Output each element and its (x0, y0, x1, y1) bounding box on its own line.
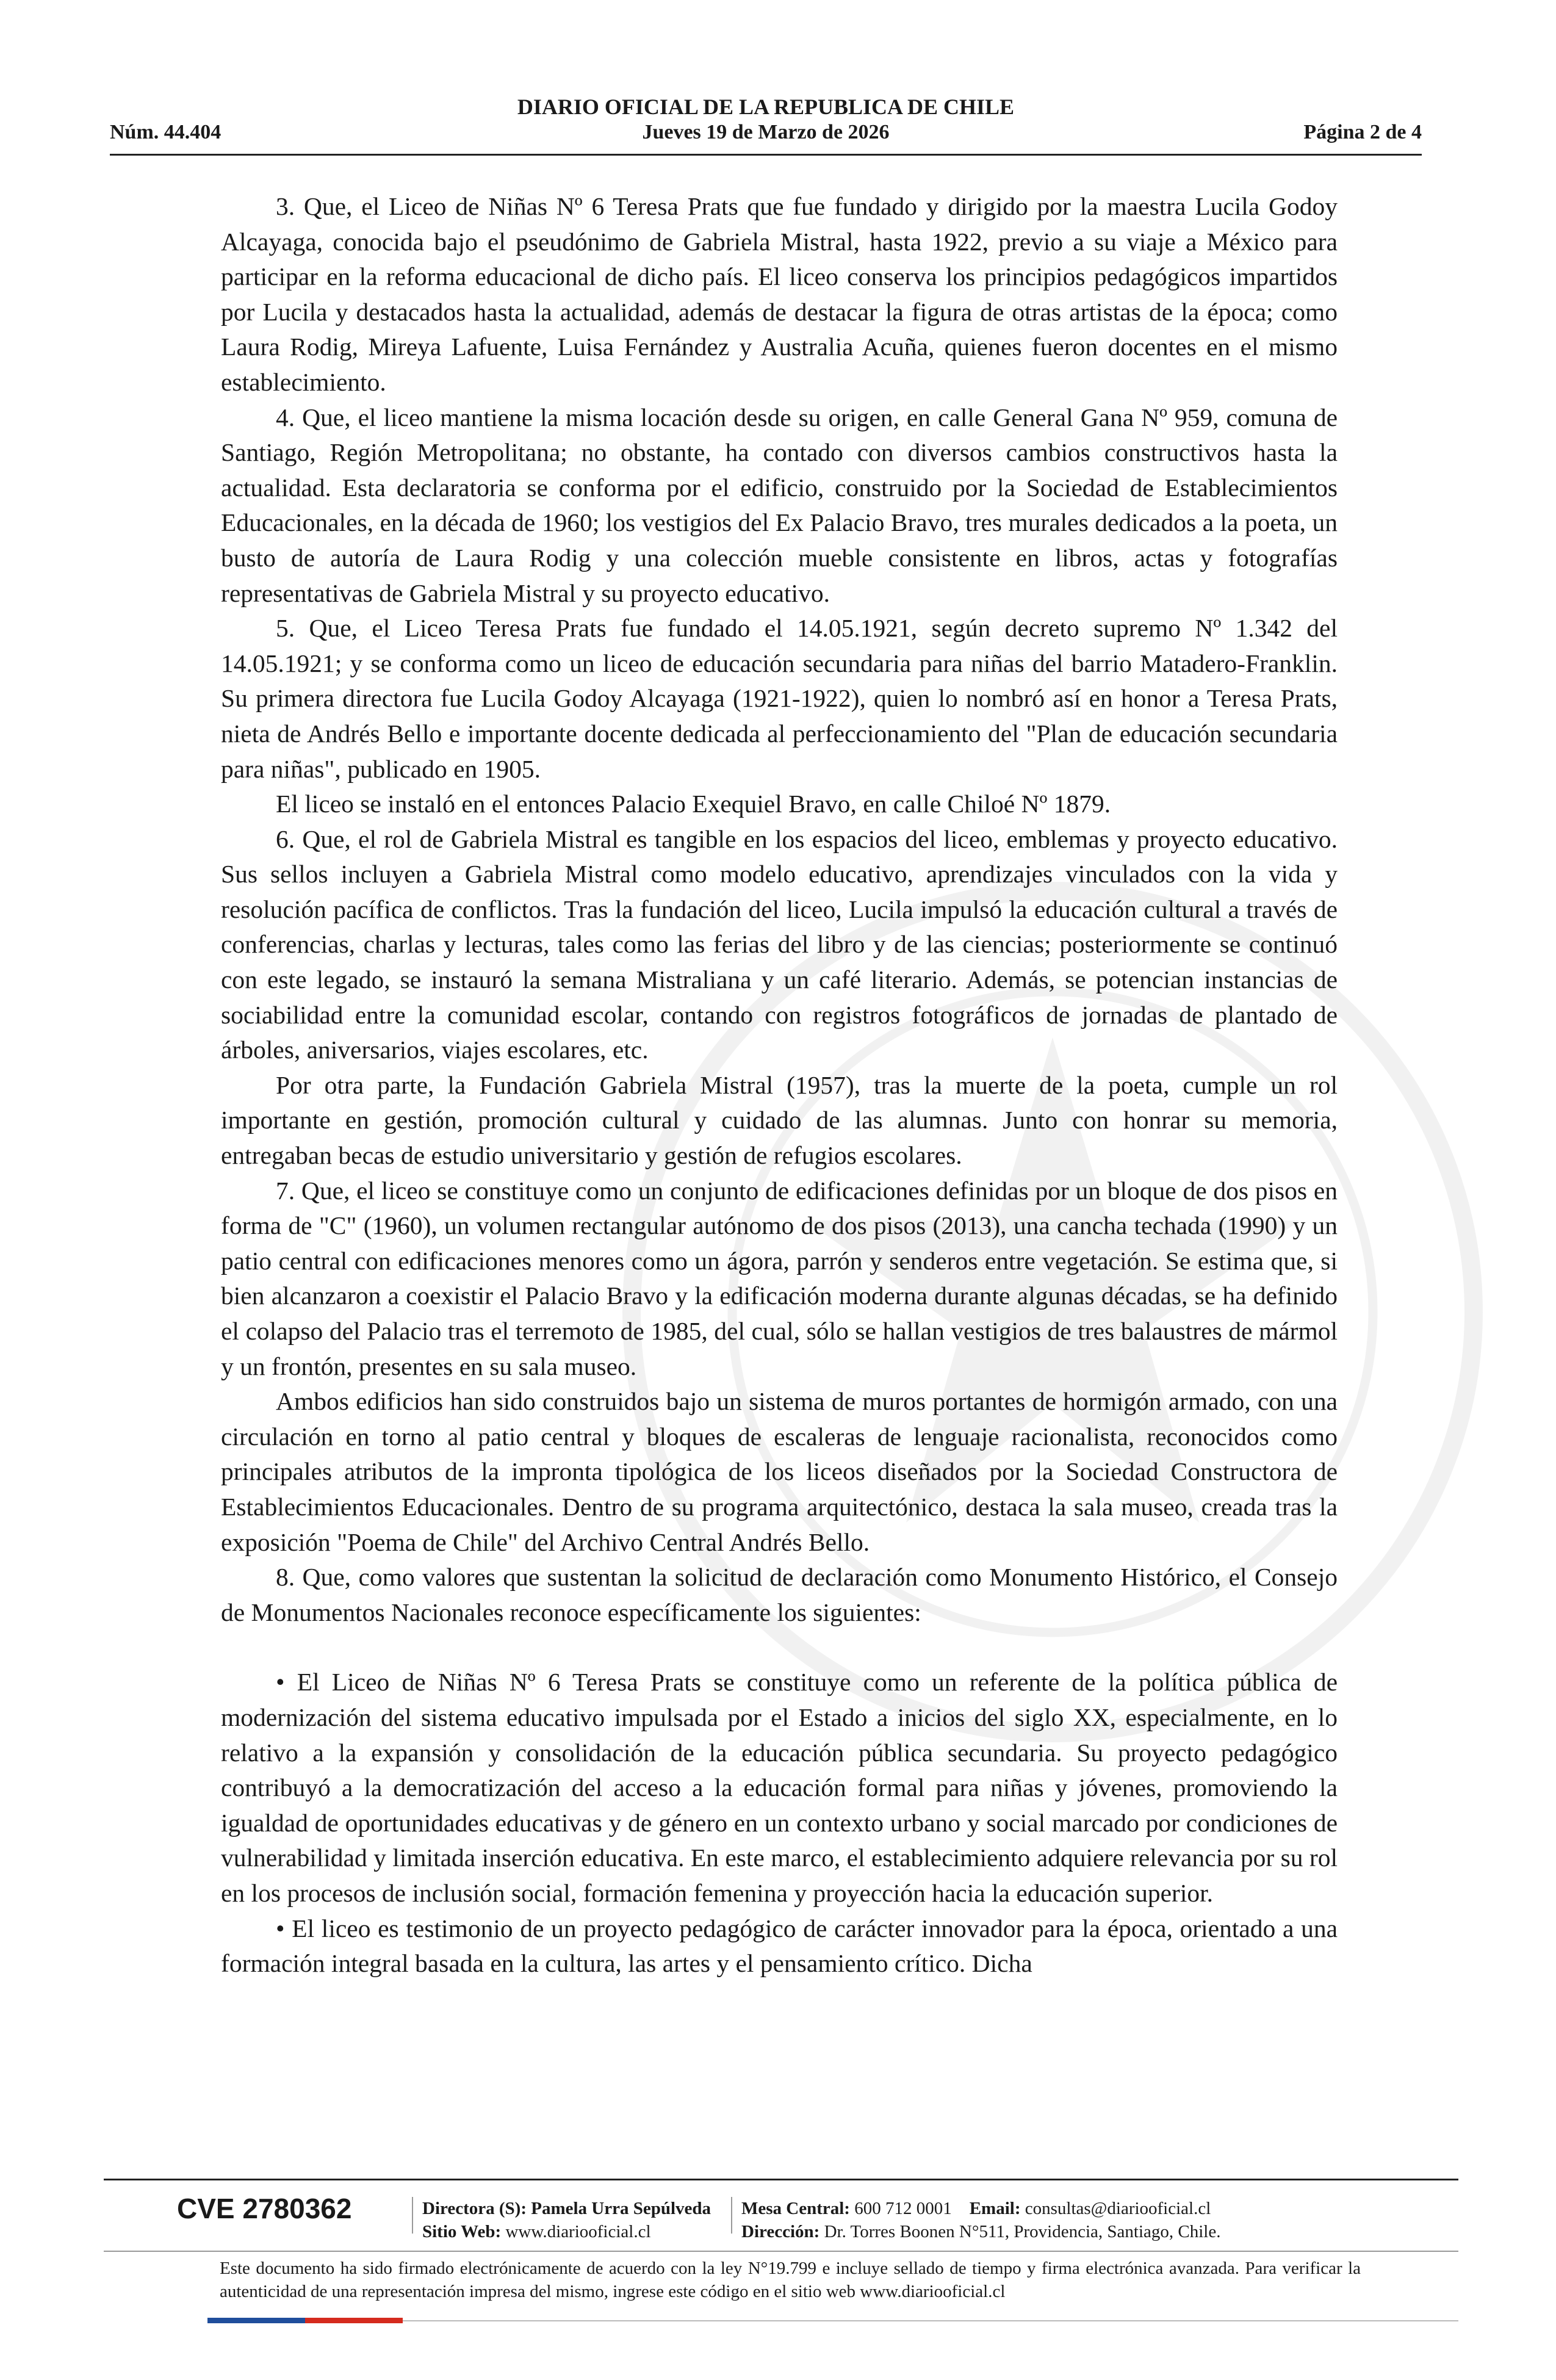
paragraph-3: 3. Que, el Liceo de Niñas Nº 6 Teresa Prats que fue fundado y dirigido por la maestra Lucila Godoy Alcayaga, conocida bajo el pseudónimo de Gabriela Mistral, hasta 1922, previo a su viaje a México para participar en la reforma educacional de dicho país. El liceo conserva los principios pedagógicos impartidos por Lucila y destacados hasta la actualidad, además de destacar la figura de otras artistas de la época; como Laura Rodig, Mireya Lafuente, Luisa Fernández y Australia Acuña, quienes fueron docentes en el mismo establecimiento. (221, 192, 1338, 396)
bullet-item-2: • El liceo es testimonio de un proyecto pedagógico de carácter innovador para la época, orientado a una formación integral basada en la cultura, las artes y el pensamiento crítico. Dicha (221, 1914, 1338, 1978)
page-footer (104, 2179, 1458, 2331)
flag-bar-red (305, 2318, 403, 2323)
legal-notice: Este documento ha sido firmado electrónicamente de acuerdo con la ley N°19.799 e incluye sellado de tiempo y firma electrónica avanzada. Para verificar la autenticidad de una representación impresa del mismo, ingrese este código en el sitio web www.diariooficial.cl (220, 2259, 1361, 2301)
footer-separator (731, 2197, 732, 2234)
flag-color-bar (207, 2318, 403, 2323)
site-label: Sitio Web: (422, 2222, 502, 2241)
footer-inner-divider (104, 2251, 1458, 2252)
paragraph-7: 7. Que, el liceo se constituye como un conjunto de edificaciones definidas por un bloque de dos pisos en forma de "C" (1960), un volumen rectangular autónomo de dos pisos (2013), una cancha techada (1990) y un patio central con edificaciones menores como un ágora, parrón y senderos entre vegetación. Se estima que, si bien alcanzaron a coexistir el Palacio Bravo y la edificación moderna durante algunas décadas, se ha definido el colapso del Palacio tras el terremoto de 1985, del cual, sólo se hallan vestigios de tres balaustres de mármol y un frontón, presentes en su sala museo. (221, 1176, 1338, 1380)
address-value: Dr. Torres Boonen N°511, Providencia, Santiago, Chile. (824, 2222, 1221, 2241)
paragraph-6-cont: Por otra parte, la Fundación Gabriela Mistral (1957), tras la muerte de la poeta, cumple un rol importante en gestión, promoción cultural y cuidado de las alumnas. Junto con honrar su memoria, entregaban becas de estudio universitario y gestión de refugios escolares. (221, 1070, 1338, 1170)
document-body (221, 189, 1338, 1982)
email-link[interactable]: consultas@diariooficial.cl (1025, 2199, 1211, 2218)
paragraph-4: 4. Que, el liceo mantiene la misma locación desde su origen, en calle General Gana Nº 959, comuna de Santiago, Región Metropolitana; no obstante, ha contado con diversos cambios constructivos hasta la actualidad. Esta declaratoria se conforma por el edificio, construido por la Sociedad de Establecimientos Educacionales, en la década de 1960; los vestigios del Ex Palacio Bravo, tres murales dedicados a la poeta, un busto de autoría de Laura Rodig y una colección mueble consistente en libros, actas y fotografías representativas de Gabriela Mistral y su proyecto educativo. (221, 403, 1338, 607)
paragraph-5-cont: El liceo se instaló en el entonces Palacio Exequiel Bravo, en calle Chiloé Nº 1879. (276, 790, 1111, 818)
gazette-title: DIARIO OFICIAL DE LA REPUBLICA DE CHILE (517, 95, 1015, 119)
cve-code: CVE 2780362 (177, 2193, 352, 2224)
flag-bar-blue (207, 2318, 305, 2323)
director-name: Pamela Urra Sepúlveda (531, 2199, 711, 2218)
address-label: Dirección: (741, 2222, 820, 2241)
page-indicator: Página 2 de 4 (1303, 121, 1422, 143)
header-divider (110, 154, 1422, 156)
issue-date: Jueves 19 de Marzo de 2026 (642, 121, 890, 143)
bullet-item-1: • El Liceo de Niñas Nº 6 Teresa Prats se constituye como un referente de la política pública de modernización del sistema educativo impulsada por el Estado a inicios del siglo XX, especialmente, en lo relativo a la expansión y consolidación de la educación pública secundaria. Su proyecto pedagógico contribuyó a la democratización del acceso a la educación formal para niñas y jóvenes, promoviendo la igualdad de oportunidades educativas y de género en un contexto urbano y social marcado por condiciones de vulnerabilidad y limitada inserción educativa. En este marco, el establecimiento adquiere relevancia por su rol en los procesos de inclusión social, formación femenina y proyección hacia la educación superior. (221, 1668, 1338, 1907)
phone-label: Mesa Central: (741, 2199, 850, 2218)
paragraph-6: 6. Que, el rol de Gabriela Mistral es tangible en los espacios del liceo, emblemas y proyecto educativo. Sus sellos incluyen a Gabriela Mistral como modelo educativo, aprendizajes vinculados con la vida y resolución pacífica de conflictos. Tras la fundación del liceo, Lucila impulsó la educación cultural a través de conferencias, charlas y lecturas, tales como las ferias del libro y de las ciencias; posteriormente se continuó con este legado, se instauró la semana Mistraliana y un café literario. Además, se potencian instancias de sociabilidad entre la comunidad escolar, contando con registros fotográficos de jornadas de plantado de árboles, aniversarios, viajes escolares, etc. (221, 824, 1338, 1064)
footer-contact-right (741, 2197, 1220, 2243)
issue-number: Núm. 44.404 (110, 121, 222, 143)
paragraph-8: 8. Que, como valores que sustentan la solicitud de declaración como Monumento Histórico, el Consejo de Monumentos Nacionales reconoce específicamente los siguientes: (221, 1563, 1338, 1626)
footer-bottom-line (403, 2320, 1458, 2321)
paragraph-5: 5. Que, el Liceo Teresa Prats fue fundado el 14.05.1921, según decreto supremo Nº 1.342 del 14.05.1921; y se conforma como un liceo de educación secundaria para niñas del barrio Matadero-Franklin. Su primera directora fue Lucila Godoy Alcayaga (1921-1922), quien lo nombró así en honor a Teresa Prats, nieta de Andrés Bello e importante docente dedicada al perfeccionamiento del "Plan de educación secundaria para niñas", publicado en 1905. (221, 614, 1338, 783)
director-label: Directora (S): (422, 2199, 527, 2218)
site-link[interactable]: www.diariooficial.cl (505, 2222, 651, 2241)
footer-contact-left (422, 2197, 711, 2243)
page-header (110, 92, 1422, 159)
footer-separator (412, 2197, 413, 2234)
footer-divider (104, 2179, 1458, 2180)
email-label: Email: (969, 2199, 1021, 2218)
phone-value: 600 712 0001 (854, 2199, 952, 2218)
paragraph-7-cont: Ambos edificios han sido construidos bajo un sistema de muros portantes de hormigón armado, con una circulación en torno al patio central y bloques de escaleras de lenguaje racionalista, reconocidos como principales atributos de la impronta tipológica de los liceos diseñados por la Sociedad Constructora de Establecimientos Educacionales. Dentro de su programa arquitectónico, destaca la sala museo, creada tras la exposición "Poema de Chile" del Archivo Central Andrés Bello. (221, 1387, 1338, 1556)
